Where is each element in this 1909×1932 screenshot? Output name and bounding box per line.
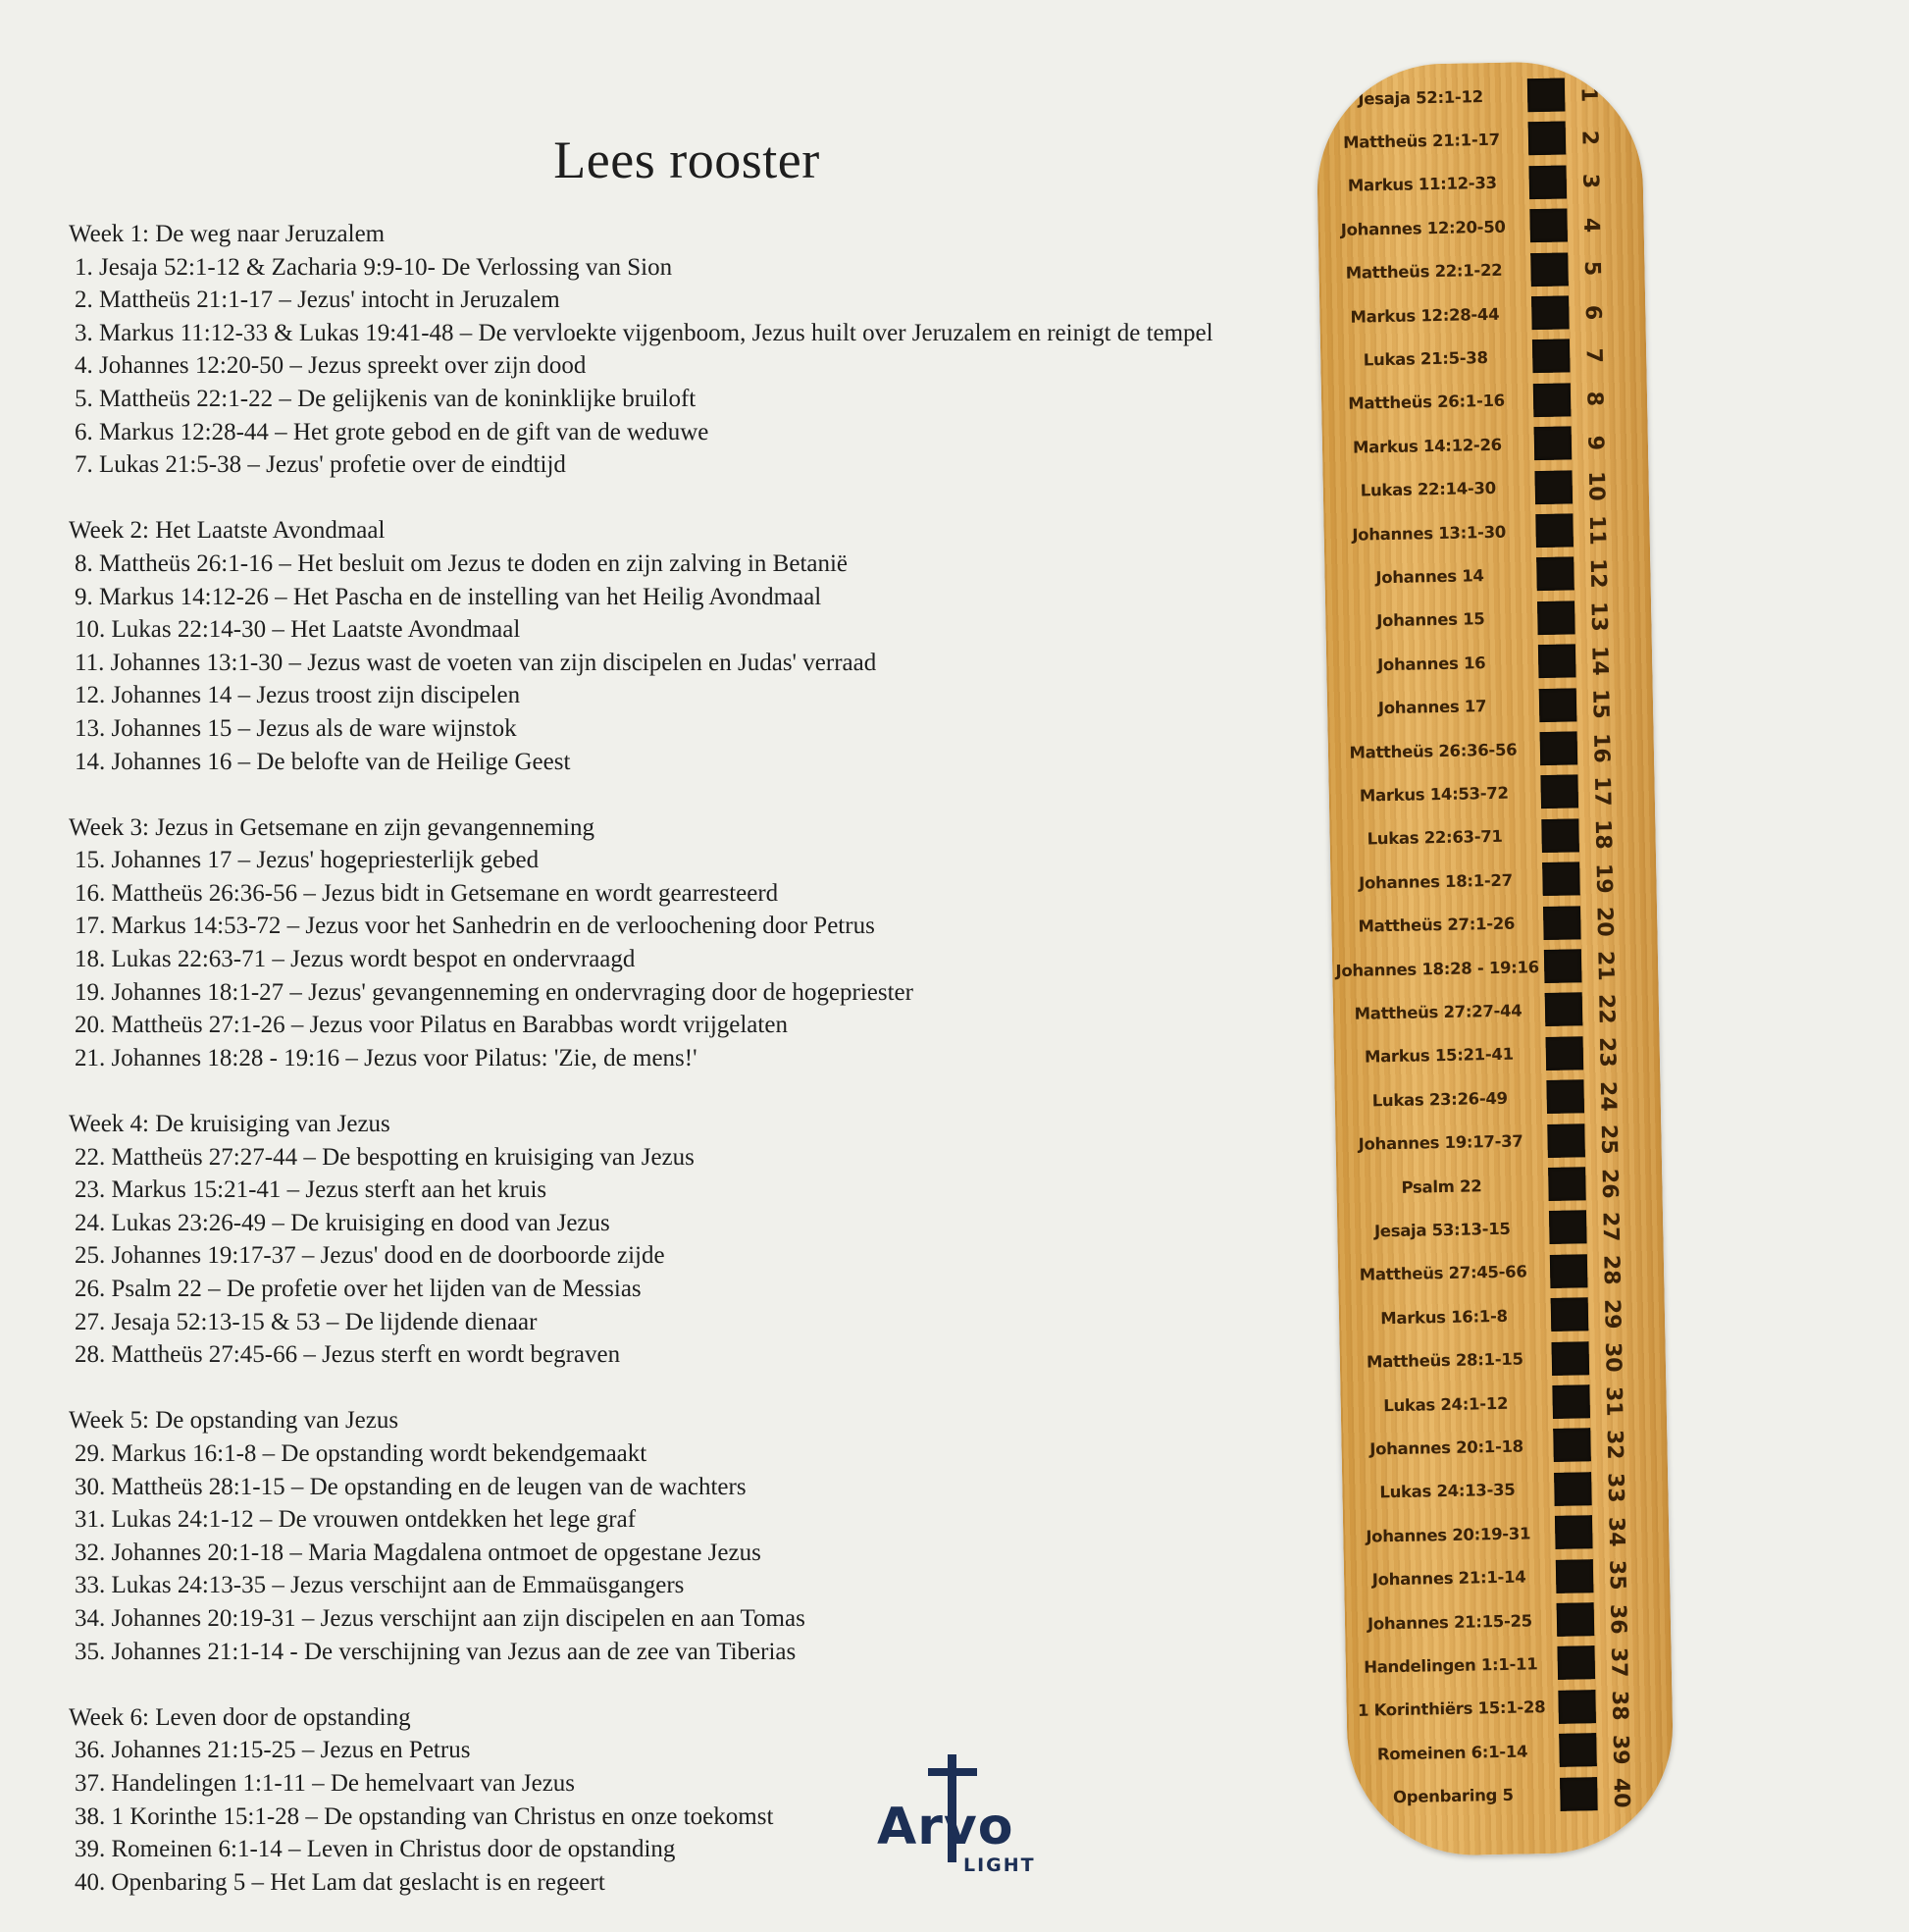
reading-entry: 6. Markus 12:28-44 – Het grote gebod en de gift van de weduwe [75, 418, 709, 445]
bookmark-checkbox [1557, 1646, 1595, 1681]
bookmark-label: Markus 15:21-41 [1364, 1044, 1514, 1067]
bookmark-label: Johannes 13:1-30 [1352, 522, 1507, 545]
reading-entry: 29. Markus 16:1-8 – De opstanding wordt bekendgemaakt [75, 1439, 647, 1467]
reading-entry: 27. Jesaja 52:13-15 & 53 – De lijdende dienaar [75, 1308, 538, 1335]
bookmark-checkbox [1555, 1515, 1593, 1549]
bookmark-label: Mattheüs 27:1-26 [1358, 914, 1516, 936]
bookmark-row [1325, 597, 1652, 642]
bookmark-label: Johannes 18:1-27 [1358, 870, 1513, 893]
reading-entry: 19. Johannes 18:1-27 – Jezus' gevangenneming en ondervraging door de hogepriester [75, 978, 913, 1006]
bookmark-row [1319, 291, 1646, 337]
bookmark-checkbox [1527, 78, 1566, 112]
bookmark-number: 21 [1592, 950, 1618, 981]
reading-entry: 21. Johannes 18:28 - 19:16 – Jezus voor Pilatus: 'Zie, de mens!' [75, 1044, 697, 1071]
bookmark-row [1316, 74, 1642, 119]
bookmark-number: 7 [1580, 347, 1606, 364]
bookmark-row [1343, 1511, 1670, 1556]
bookmark-number: 30 [1600, 1341, 1625, 1373]
week-section [69, 218, 1246, 482]
bookmark-number: 25 [1595, 1123, 1622, 1155]
bookmark-label: Mattheüs 26:36-56 [1349, 740, 1518, 762]
bookmark-label: Johannes 12:20-50 [1340, 217, 1506, 239]
bookmark-label: Psalm 22 [1401, 1175, 1482, 1197]
reading-entry: 7. Lukas 21:5-38 – Jezus' profetie over de eindtijd [75, 451, 566, 479]
bookmark-label: Jesaja 53:13-15 [1373, 1219, 1511, 1241]
bookmark-label: Lukas 24:1-12 [1383, 1393, 1509, 1415]
reading-entry: 20. Mattheüs 27:1-26 – Jezus voor Pilatus en Barabbas wordt vrijgelaten [75, 1012, 788, 1039]
bookmark-row [1322, 465, 1649, 510]
bookmark-checkbox [1558, 1690, 1596, 1724]
bookmark-checkbox [1544, 949, 1582, 983]
bookmark-row [1330, 858, 1657, 903]
reading-entry: 10. Lukas 22:14-30 – Het Laatste Avondmaal [75, 616, 521, 644]
bookmark-number: 1 [1575, 86, 1601, 102]
bookmark-row [1348, 1772, 1675, 1817]
bookmark-label: Openbaring 5 [1392, 1785, 1514, 1807]
reading-entry: 40. Openbaring 5 – Het Lam dat geslacht is en regeert [75, 1868, 605, 1896]
bookmark-number: 6 [1579, 304, 1606, 320]
bookmark-number: 19 [1590, 862, 1617, 894]
bookmark-checkbox [1560, 1777, 1598, 1811]
bookmark-row [1335, 1119, 1662, 1164]
reading-entry: 22. Mattheüs 27:27-44 – De bespotting en kruisiging van Jezus [75, 1143, 695, 1171]
bookmark-row [1316, 117, 1643, 162]
page-title: Lees rooster [553, 131, 820, 190]
reading-entry: 15. Johannes 17 – Jezus' hogepriesterlijk gebed [75, 847, 540, 874]
bookmark-number: 2 [1576, 130, 1602, 146]
bookmark-number: 14 [1586, 645, 1612, 676]
bookmark-checkbox [1536, 557, 1574, 592]
bookmark-checkbox [1546, 1079, 1584, 1114]
bookmark-number: 28 [1598, 1255, 1624, 1286]
bookmark-label: Lukas 22:63-71 [1367, 827, 1503, 849]
reading-entry: 3. Markus 11:12-33 & Lukas 19:41-48 – De vervloekte vijgenboom, Jezus huilt over Jeruzalem en reinigt de tempel [75, 319, 1213, 346]
bookmark-checkbox [1554, 1472, 1592, 1506]
week-section [69, 811, 1246, 1075]
bookmark-row [1326, 640, 1653, 685]
bookmark-number: 23 [1594, 1037, 1620, 1069]
bookmark-label: Lukas 21:5-38 [1363, 347, 1488, 370]
bookmark-label: Lukas 24:13-35 [1379, 1481, 1516, 1502]
week-section [69, 1404, 1246, 1668]
bookmark-checkbox [1534, 427, 1573, 461]
bookmark-number: 38 [1606, 1690, 1632, 1722]
bookmark-label: Johannes 19:17-37 [1358, 1131, 1523, 1154]
reading-entry: 13. Johannes 15 – Jezus als de ware wijnstok [75, 714, 517, 742]
bookmark-label: Mattheüs 26:1-16 [1348, 392, 1506, 414]
reading-entry: 35. Johannes 21:1-14 - De verschijning van Jezus aan de zee van Tiberias [75, 1638, 797, 1665]
bookmark-number: 37 [1605, 1646, 1631, 1678]
bookmark-checkbox [1545, 993, 1583, 1027]
reading-entry: 18. Lukas 22:63-71 – Jezus wordt bespot en ondervraagd [75, 946, 636, 973]
bookmark-number: 3 [1577, 173, 1603, 189]
week-heading: Week 5: De opstanding van Jezus [69, 1407, 399, 1435]
bookmark-label: Lukas 22:14-30 [1360, 478, 1497, 500]
bookmark-label: Johannes 21:1-14 [1371, 1567, 1526, 1590]
bookmark-row [1322, 422, 1649, 467]
reading-entry: 12. Johannes 14 – Jezus troost zijn discipelen [75, 682, 521, 709]
week-section [69, 514, 1246, 778]
bookmark-number: 9 [1582, 435, 1608, 451]
reading-entry: 4. Johannes 12:20-50 – Jezus spreekt over zijn dood [75, 352, 587, 380]
bookmark-checkbox [1542, 862, 1580, 897]
bookmark-row [1327, 683, 1654, 728]
reading-entry: 30. Mattheüs 28:1-15 – De opstanding en de leugen van de wachters [75, 1473, 747, 1500]
reading-entry: 16. Mattheüs 26:36-56 – Jezus bidt in Getsemane en wordt gearresteerd [75, 879, 779, 907]
bookmark-row [1332, 945, 1659, 990]
bookmark-number: 13 [1585, 601, 1612, 633]
bookmark-checkbox [1543, 906, 1581, 940]
bookmark-label: Johannes 18:28 - 19:16 [1335, 957, 1540, 980]
bookmark-checkbox [1556, 1559, 1594, 1593]
bookmark-number: 20 [1591, 906, 1618, 937]
bookmark-row [1328, 727, 1655, 772]
bookmark-number: 35 [1604, 1559, 1629, 1591]
bookmark-checkbox [1533, 383, 1572, 417]
bookmark-row [1339, 1293, 1666, 1338]
wooden-bookmark [1316, 60, 1676, 1857]
bookmark-row [1324, 552, 1651, 598]
bookmark-row [1331, 901, 1658, 946]
week-section [69, 1108, 1246, 1372]
bookmark-row [1329, 814, 1656, 860]
bookmark-checkbox [1559, 1733, 1597, 1767]
bookmark-row [1328, 770, 1655, 815]
reading-entry: 5. Mattheüs 22:1-22 – De gelijkenis van de koninklijke bruiloft [75, 385, 697, 412]
bookmark-row [1336, 1163, 1663, 1208]
bookmark-checkbox [1534, 470, 1573, 504]
bookmark-label: Mattheüs 28:1-15 [1366, 1349, 1523, 1372]
bookmark-row [1321, 379, 1648, 424]
bookmark-row [1341, 1424, 1668, 1469]
reading-entry: 34. Johannes 20:19-31 – Jezus verschijnt aan zijn discipelen en aan Tomas [75, 1604, 805, 1632]
bookmark-label: Johannes 20:19-31 [1366, 1524, 1531, 1546]
bookmark-row [1318, 248, 1645, 293]
bookmark-row [1346, 1685, 1673, 1730]
bookmark-label: Markus 12:28-44 [1350, 304, 1500, 327]
bookmark-number: 4 [1578, 217, 1604, 234]
bookmark-number: 8 [1581, 391, 1607, 407]
bookmark-label: Markus 16:1-8 [1380, 1306, 1508, 1328]
bookmark-label: Mattheüs 27:27-44 [1354, 1001, 1522, 1023]
bookmark-number: 31 [1600, 1385, 1626, 1417]
bookmark-number: 22 [1593, 993, 1619, 1024]
week-heading: Week 1: De weg naar Jeruzalem [69, 221, 386, 247]
bookmark-checkbox [1535, 513, 1574, 548]
week-heading: Week 4: De kruisiging van Jezus [69, 1111, 390, 1138]
logo-subtitle: LIGHT [963, 1854, 1036, 1876]
bookmark-row [1347, 1729, 1674, 1774]
bookmark-label: Romeinen 6:1-14 [1376, 1742, 1528, 1764]
week-heading: Week 3: Jezus in Getsemane en zijn gevangenneming [69, 813, 594, 841]
bookmark-number: 12 [1584, 557, 1611, 589]
bookmark-checkbox [1528, 122, 1567, 156]
bookmark-row [1333, 988, 1660, 1033]
reading-entry: 9. Markus 14:12-26 – Het Pascha en de instelling van het Heilig Avondmaal [75, 583, 822, 610]
reading-entry: 32. Johannes 20:1-18 – Maria Magdalena ontmoet de opgestane Jezus [75, 1539, 761, 1566]
bookmark-checkbox [1540, 775, 1578, 809]
reading-entry: 38. 1 Korinthe 15:1-28 – De opstanding van Christus en onze toekomst [75, 1802, 774, 1830]
bookmark-row [1345, 1642, 1672, 1687]
bookmark-checkbox [1538, 645, 1576, 679]
bookmark-row [1339, 1336, 1666, 1382]
reading-schedule [69, 218, 1246, 1932]
bookmark-checkbox [1539, 688, 1577, 722]
reading-entry: 17. Markus 14:53-72 – Jezus voor het Sanhedrin en de verloochening door Petrus [75, 913, 875, 940]
bookmark-checkbox [1552, 1341, 1590, 1376]
bookmark-label: Johannes 17 [1377, 697, 1487, 718]
reading-entry: 37. Handelingen 1:1-11 – De hemelvaart van Jezus [75, 1769, 576, 1797]
bookmark-row [1345, 1598, 1672, 1644]
bookmark-row [1340, 1381, 1667, 1426]
reading-entry: 39. Romeinen 6:1-14 – Leven in Christus door de opstanding [75, 1836, 676, 1863]
bookmark-label: Lukas 23:26-49 [1371, 1088, 1508, 1111]
bookmark-checkbox [1547, 1123, 1585, 1158]
reading-entry: 8. Mattheüs 26:1-16 – Het besluit om Jezus te doden en zijn zalving in Betanië [75, 549, 849, 577]
bookmark-label: Johannes 14 [1375, 566, 1484, 588]
bookmark-checkbox [1528, 165, 1567, 199]
bookmark-number: 32 [1601, 1429, 1627, 1460]
bookmark-number: 34 [1603, 1516, 1629, 1547]
reading-entry: 33. Lukas 24:13-35 – Jezus verschijnt aan de Emmaüsgangers [75, 1572, 685, 1599]
bookmark-checkbox [1530, 252, 1569, 287]
bookmark-label: Jesaja 52:1-12 [1358, 86, 1484, 109]
bookmark-label: Johannes 21:15-25 [1367, 1610, 1533, 1634]
bookmark-checkbox [1537, 600, 1575, 635]
week-section [69, 1701, 1246, 1900]
bookmark-checkbox [1541, 818, 1579, 853]
bookmark-row [1334, 1032, 1661, 1077]
bookmark-checkbox [1557, 1602, 1595, 1637]
reading-entry: 23. Markus 15:21-41 – Jezus sterft aan het kruis [75, 1176, 547, 1204]
bookmark-checkbox [1553, 1429, 1591, 1463]
bookmark-checkbox [1546, 1036, 1584, 1070]
reading-entry: 36. Johannes 21:15-25 – Jezus en Petrus [75, 1737, 471, 1764]
bookmark-label: Markus 14:12-26 [1352, 435, 1503, 457]
week-heading: Week 2: Het Laatste Avondmaal [69, 517, 386, 545]
bookmark-number: 11 [1583, 514, 1610, 546]
bookmark-number: 26 [1596, 1168, 1623, 1199]
bookmark-checkbox [1540, 731, 1578, 765]
reading-entry: 11. Johannes 13:1-30 – Jezus wast de voeten van zijn discipelen en Judas' verraad [75, 649, 877, 676]
bookmark-number: 24 [1594, 1080, 1621, 1112]
bookmark-number: 27 [1597, 1211, 1624, 1242]
bookmark-row [1344, 1554, 1671, 1599]
bookmark-label: Handelingen 1:1-11 [1364, 1654, 1538, 1677]
bookmark-checkbox [1531, 295, 1570, 330]
bookmark-number: 16 [1588, 732, 1614, 763]
reading-entry: 24. Lukas 23:26-49 – De kruisiging en dood van Jezus [75, 1209, 610, 1236]
reading-entry: 28. Mattheüs 27:45-66 – Jezus sterft en wordt begraven [75, 1341, 621, 1369]
bookmark-number: 17 [1588, 775, 1615, 807]
brand-logo [873, 1745, 1050, 1882]
bookmark-number: 18 [1589, 819, 1616, 851]
reading-entry: 14. Johannes 16 – De belofte van de Heilige Geest [75, 748, 571, 775]
week-heading: Week 6: Leven door de opstanding [69, 1703, 411, 1731]
bookmark-label: Johannes 20:1-18 [1369, 1436, 1524, 1459]
bookmark-checkbox [1550, 1254, 1588, 1288]
reading-entry: 31. Lukas 24:1-12 – De vrouwen ontdekken het lege graf [75, 1506, 637, 1534]
bookmark-number: 33 [1602, 1472, 1628, 1504]
bookmark-checkbox [1549, 1211, 1587, 1245]
bookmark-label: Mattheüs 21:1-17 [1342, 130, 1500, 152]
bookmark-row [1320, 335, 1647, 380]
bookmark-number: 39 [1607, 1734, 1633, 1765]
bookmark-number: 5 [1578, 260, 1605, 277]
bookmark-label: Mattheüs 22:1-22 [1345, 260, 1503, 283]
reading-entry: 26. Psalm 22 – De profetie over het lijden van de Messias [75, 1276, 642, 1302]
reading-entry: 2. Mattheüs 21:1-17 – Jezus' intocht in Jeruzalem [75, 287, 560, 314]
bookmark-checkbox [1548, 1167, 1586, 1201]
bookmark-row [1316, 161, 1643, 206]
reading-entry: 25. Johannes 19:17-37 – Jezus' dood en de doorboorde zijde [75, 1242, 665, 1270]
bookmark-checkbox [1552, 1384, 1590, 1419]
logo-wordmark: Arvo [877, 1798, 1014, 1856]
bookmark-row [1317, 204, 1644, 249]
bookmark-number: 29 [1599, 1298, 1625, 1330]
bookmark-row [1323, 509, 1650, 554]
bookmark-number: 40 [1608, 1777, 1634, 1808]
bookmark-number: 15 [1587, 688, 1613, 720]
bookmark-label: Markus 11:12-33 [1347, 174, 1497, 196]
bookmark-number: 10 [1582, 470, 1609, 502]
bookmark-label: Markus 14:53-72 [1359, 783, 1509, 806]
bookmark-checkbox [1529, 209, 1568, 243]
bookmark-label: Johannes 16 [1376, 653, 1486, 674]
bookmark-label: Johannes 15 [1376, 609, 1485, 631]
bookmark-number: 36 [1605, 1603, 1630, 1635]
bookmark-row [1337, 1206, 1664, 1251]
reading-entry: 1. Jesaja 52:1-12 & Zacharia 9:9-10- De Verlossing van Sion [75, 253, 673, 281]
bookmark-row [1342, 1468, 1669, 1513]
bookmark-checkbox [1551, 1297, 1589, 1332]
bookmark-checkbox [1532, 339, 1571, 374]
bookmark-label: Mattheüs 27:45-66 [1359, 1262, 1527, 1285]
bookmark-row [1334, 1075, 1661, 1121]
bookmark-row [1338, 1250, 1665, 1295]
bookmark-label: 1 Korinthiërs 15:1-28 [1357, 1697, 1546, 1721]
